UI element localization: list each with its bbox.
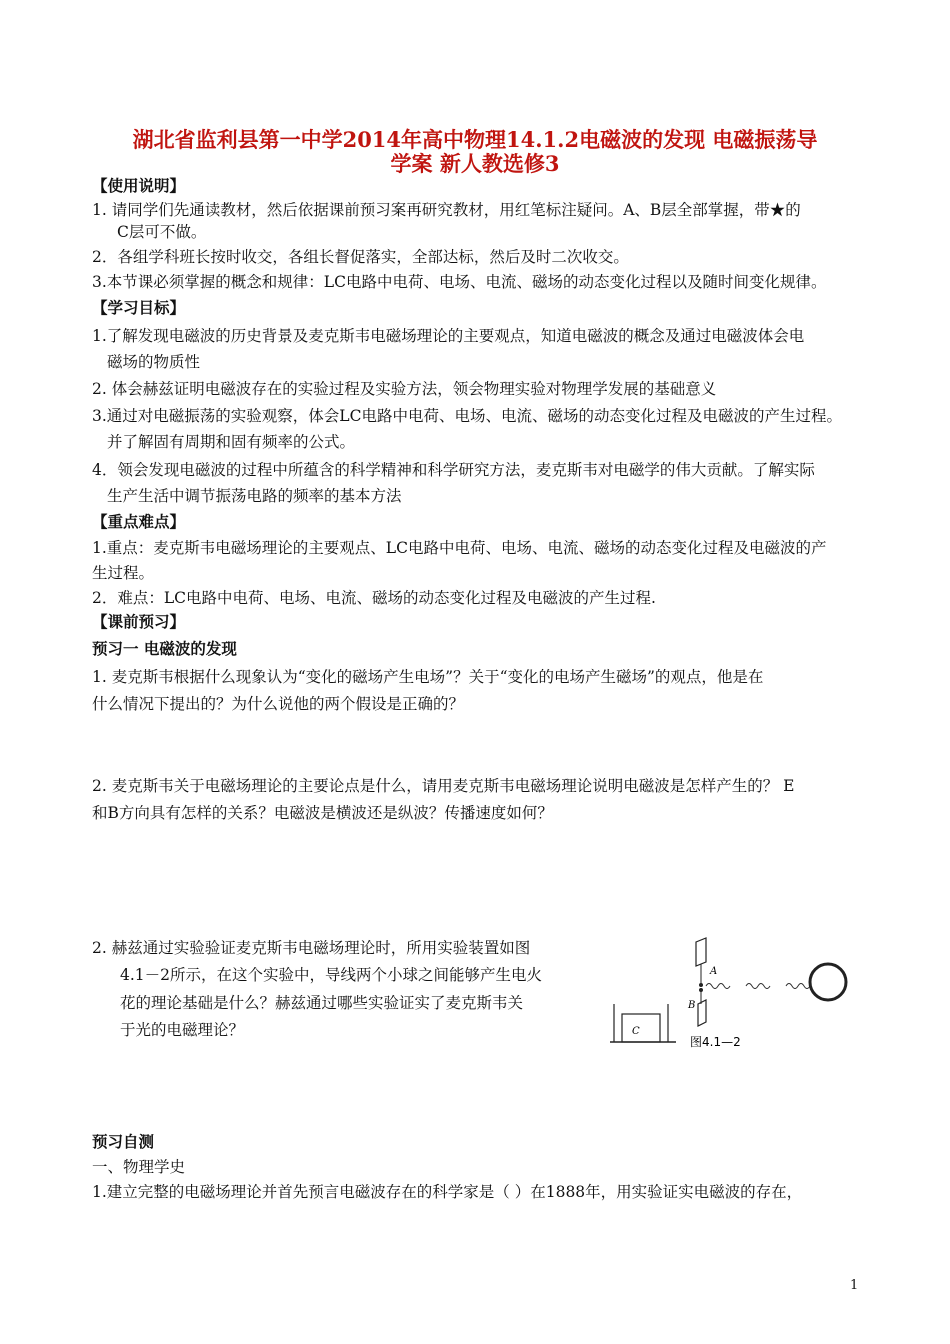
goal-item: 磁场的物质性 [107, 353, 201, 371]
spark-ball-top [699, 983, 703, 987]
goal-item: 2. 体会赫兹证明电磁波存在的实验过程及实验方法，领会物理实验对物理学发展的基础意义 [92, 380, 717, 398]
usage-heading: 【使用说明】 [92, 176, 186, 195]
question-line: 于光的电磁理论？ [120, 1021, 245, 1039]
key-item: 生过程。 [92, 564, 155, 582]
selftest-heading: 预习自测 [92, 1132, 155, 1151]
question-line: 什么情况下提出的？为什么说他的两个假设是正确的？ [92, 695, 465, 713]
page-number: 1 [850, 1278, 859, 1293]
hertz-apparatus-figure [606, 934, 866, 1054]
goal-item: 并了解固有周期和固有频率的公式。 [107, 433, 356, 451]
ring-receiver [810, 964, 846, 1000]
question-line: 和B方向具有怎样的关系？电磁波是横波还是纵波？传播速度如何？ [92, 804, 553, 822]
goal-item: 4．领会发现电磁波的过程中所蕴含的科学精神和科学研究方法，麦克斯韦对电磁学的伟大贡献。了解实际 [92, 461, 815, 479]
label-c: C [632, 1026, 640, 1037]
plate-b [698, 1000, 706, 1026]
preview-subheading: 预习一 电磁波的发现 [92, 639, 237, 658]
key-heading: 【重点难点】 [92, 512, 186, 531]
goal-item: 3.通过对电磁振荡的实验观察，体会LC电路中电荷、电场、电流、磁场的动态变化过程及电磁波的产生过程。 [92, 407, 842, 425]
question-line: 花的理论基础是什么？赫兹通过哪些实验证实了麦克斯韦关 [120, 994, 524, 1012]
part-heading: 一、物理学史 [92, 1158, 186, 1176]
goal-item: 1.了解发现电磁波的历史背景及麦克斯韦电磁场理论的主要观点，知道电磁波的概念及通过电磁波体会电 [92, 327, 805, 345]
plate-a [696, 938, 706, 966]
usage-item: 3.本节课必须掌握的概念和规律：LC电路中电荷、电场、电流、磁场的动态变化过程以及随时间变化规律。 [92, 273, 827, 291]
question-line: 4.1－2所示，在这个实验中，导线两个小球之间能够产生电火 [120, 966, 543, 984]
label-a: A [710, 966, 718, 977]
goal-item: 生产生活中调节振荡电路的频率的基本方法 [107, 487, 402, 505]
preview-heading: 【课前预习】 [92, 612, 186, 631]
doc-title-line2: 学案 新人教选修3 [390, 151, 560, 176]
key-item: 2．难点：LC电路中电荷、电场、电流、磁场的动态变化过程及电磁波的产生过程. [92, 589, 656, 607]
question-line: 1. 麦克斯韦根据什么现象认为“变化的磁场产生电场”？关于“变化的电场产生磁场”的观点，他是在 [92, 668, 764, 686]
wave-segment-1 [706, 984, 730, 989]
doc-title-line1: 湖北省监利县第一中学2014年高中物理14.1.2电磁波的发现 电磁振荡导 [132, 127, 818, 152]
figure-caption: 图4.1—2 [690, 1035, 741, 1049]
spark-ball-bottom [699, 988, 703, 992]
induction-coil [622, 1014, 660, 1042]
usage-item: 2．各组学科班长按时收交，各组长督促落实，全部达标，然后及时二次收交。 [92, 248, 629, 266]
selftest-question: 1.建立完整的电磁场理论并首先预言电磁波存在的科学家是（ ）在1888年，用实验证实电磁波的存在， [92, 1183, 803, 1201]
usage-item: C层可不做。 [117, 223, 207, 241]
goals-heading: 【学习目标】 [92, 298, 186, 317]
question-line: 2. 赫兹通过实验验证麦克斯韦电磁场理论时，所用实验装置如图 [92, 939, 531, 957]
label-b: B [688, 1000, 696, 1011]
wave-segment-2 [746, 984, 770, 989]
usage-item: 1. 请同学们先通读教材，然后依据课前预习案再研究教材，用红笔标注疑问。A、B层全部掌握，带★的 [92, 201, 801, 219]
wave-segment-3 [786, 984, 810, 989]
key-item: 1.重点：麦克斯韦电磁场理论的主要观点、LC电路中电荷、电场、电流、磁场的动态变化过程及电磁波的产 [92, 539, 827, 557]
question-line: 2. 麦克斯韦关于电磁场理论的主要论点是什么，请用麦克斯韦电磁场理论说明电磁波是怎样产生的？ E [92, 777, 795, 795]
